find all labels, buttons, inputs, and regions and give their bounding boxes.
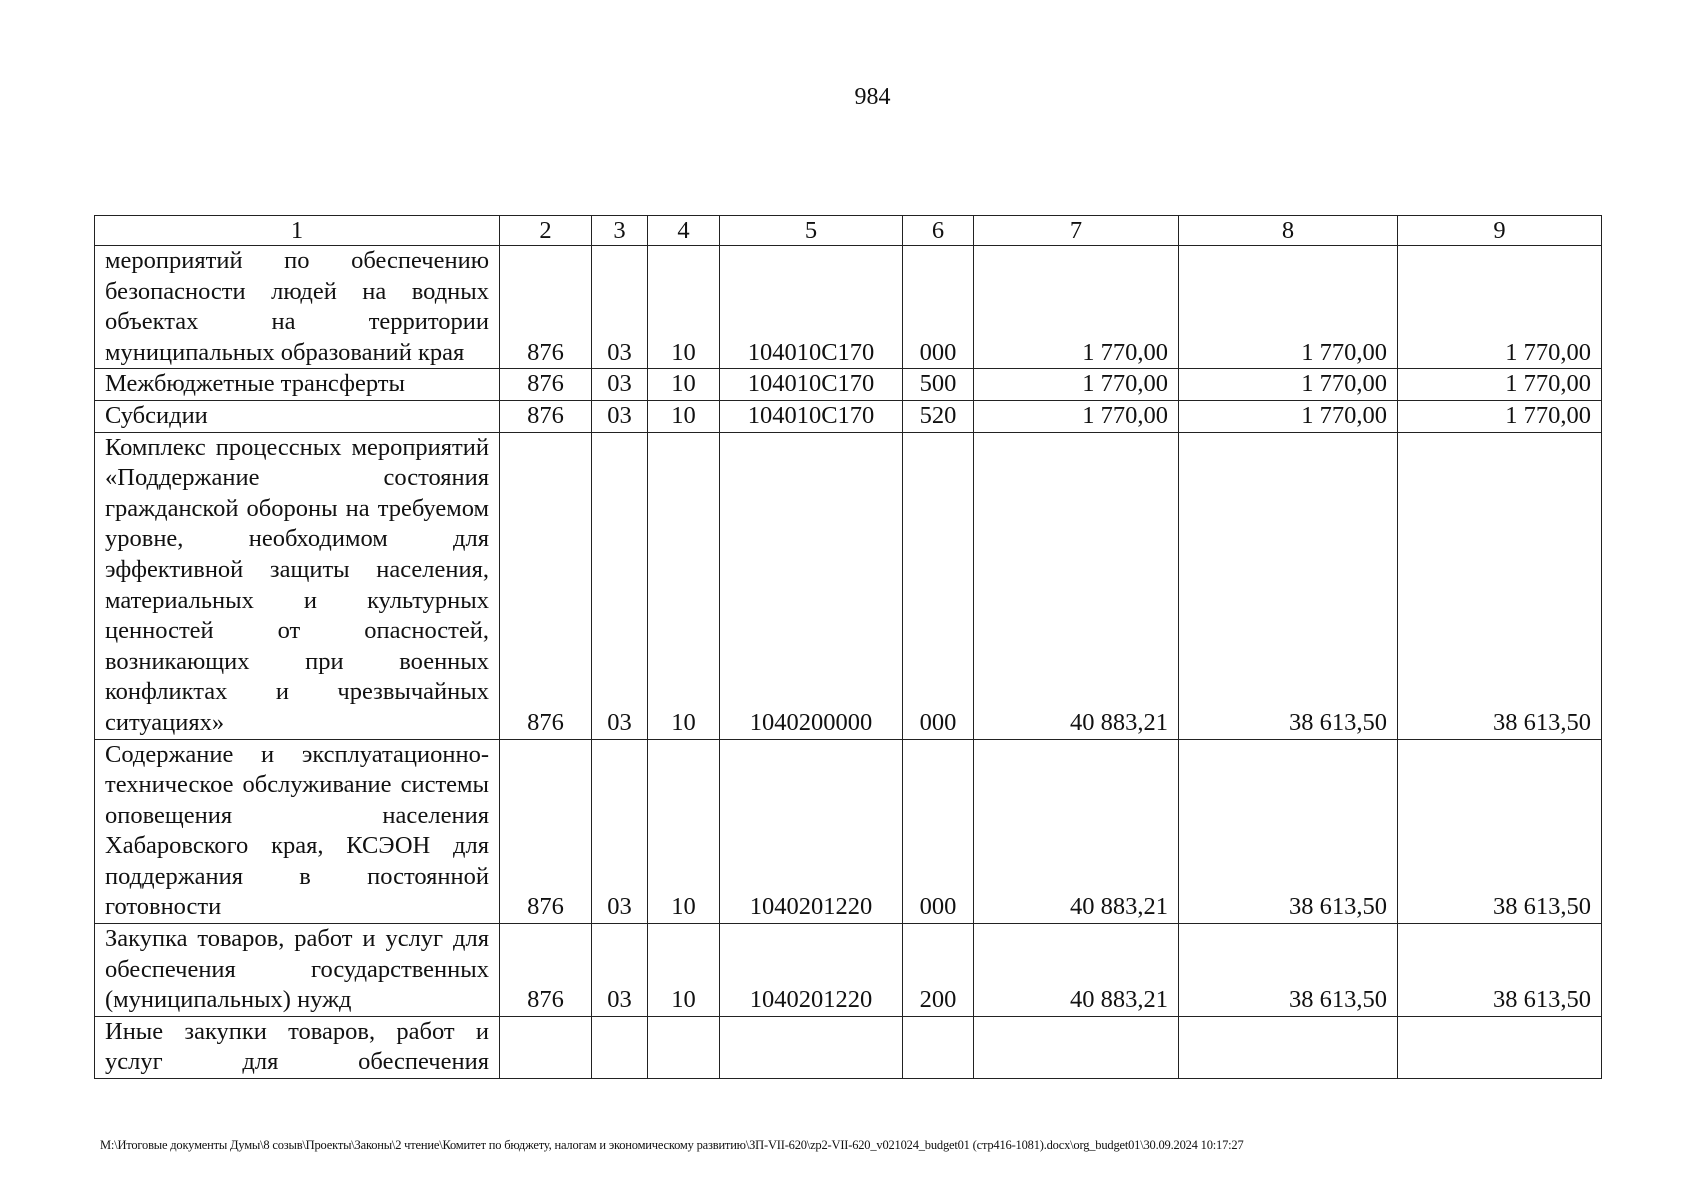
cell-amount: 1 770,00	[974, 369, 1179, 401]
cell-target: 1040201220	[720, 924, 903, 1017]
cell-section: 03	[592, 400, 648, 432]
cell-subsection	[648, 1016, 720, 1078]
cell-subsection: 10	[648, 369, 720, 401]
column-header: 2	[500, 216, 592, 246]
cell-section: 03	[592, 246, 648, 369]
table-row	[95, 432, 1602, 739]
cell-target: 1040200000	[720, 432, 903, 739]
cell-type: 520	[903, 400, 974, 432]
column-header: 7	[974, 216, 1179, 246]
cell-amount	[1398, 1016, 1602, 1078]
cell-amount: 38 613,50	[1179, 432, 1398, 739]
column-header: 5	[720, 216, 903, 246]
cell-target: 104010С170	[720, 246, 903, 369]
cell-subsection: 10	[648, 432, 720, 739]
cell-code: 876	[500, 246, 592, 369]
cell-section: 03	[592, 432, 648, 739]
cell-code	[500, 1016, 592, 1078]
cell-amount: 1 770,00	[1398, 246, 1602, 369]
cell-target: 104010С170	[720, 400, 903, 432]
cell-code: 876	[500, 739, 592, 924]
table-row	[95, 369, 1602, 401]
cell-amount: 38 613,50	[1398, 739, 1602, 924]
table-row	[95, 246, 1602, 369]
cell-amount: 1 770,00	[1398, 400, 1602, 432]
cell-amount: 1 770,00	[974, 400, 1179, 432]
cell-amount: 38 613,50	[1179, 924, 1398, 1017]
cell-amount	[1179, 1016, 1398, 1078]
cell-amount: 40 883,21	[974, 432, 1179, 739]
cell-amount: 40 883,21	[974, 739, 1179, 924]
document-path-footer: M:\Итоговые документы Думы\8 созыв\Проекты\Законы\2 чтение\Комитет по бюджету, налогам и экономическому развитию\ЗП-VII-620\zp2-VII-620_v021024_budget01 (стр416-1081).docx\org_budget01\30.09.2024 10:17:27	[100, 1138, 1244, 1152]
cell-amount: 38 613,50	[1398, 432, 1602, 739]
column-header-row	[95, 216, 1602, 246]
column-header: 3	[592, 216, 648, 246]
cell-amount: 38 613,50	[1179, 739, 1398, 924]
cell-amount: 38 613,50	[1398, 924, 1602, 1017]
cell-amount: 40 883,21	[974, 924, 1179, 1017]
cell-type: 000	[903, 432, 974, 739]
cell-amount: 1 770,00	[974, 246, 1179, 369]
cell-type: 000	[903, 739, 974, 924]
row-name: Субсидии	[95, 400, 500, 432]
budget-table	[94, 215, 1602, 1079]
column-header: 1	[95, 216, 500, 246]
cell-type: 500	[903, 369, 974, 401]
cell-subsection: 10	[648, 924, 720, 1017]
cell-subsection: 10	[648, 739, 720, 924]
cell-section: 03	[592, 924, 648, 1017]
cell-target: 104010С170	[720, 369, 903, 401]
table-row	[95, 739, 1602, 924]
cell-amount	[974, 1016, 1179, 1078]
cell-section: 03	[592, 739, 648, 924]
cell-amount: 1 770,00	[1398, 369, 1602, 401]
row-name: Комплекс процессных мероприятий «Поддержание состояния гражданской обороны на требуемом уровне, необходимом для эффективной защиты населения, материальных и культурных ценностей от опасностей, возникающих при военных конфликтах и чрезвычайных ситуациях»	[95, 432, 500, 739]
cell-section	[592, 1016, 648, 1078]
row-name: мероприятий по обеспечению безопасности людей на водных объектах на территории муниципальных образований края	[95, 246, 500, 369]
page-number: 984	[854, 84, 891, 110]
cell-subsection: 10	[648, 246, 720, 369]
cell-subsection: 10	[648, 400, 720, 432]
cell-type	[903, 1016, 974, 1078]
table-row	[95, 1016, 1602, 1078]
cell-amount: 1 770,00	[1179, 246, 1398, 369]
column-header: 4	[648, 216, 720, 246]
row-name: Закупка товаров, работ и услуг для обеспечения государственных (муниципальных) нужд	[95, 924, 500, 1017]
table-row	[95, 924, 1602, 1017]
cell-section: 03	[592, 369, 648, 401]
column-header: 8	[1179, 216, 1398, 246]
cell-code: 876	[500, 400, 592, 432]
cell-amount: 1 770,00	[1179, 400, 1398, 432]
row-name: Иные закупки товаров, работ и услуг для обеспечения	[95, 1016, 500, 1078]
column-header: 9	[1398, 216, 1602, 246]
row-name: Межбюджетные трансферты	[95, 369, 500, 401]
cell-code: 876	[500, 432, 592, 739]
column-header: 6	[903, 216, 974, 246]
table-row	[95, 400, 1602, 432]
cell-code: 876	[500, 369, 592, 401]
cell-target	[720, 1016, 903, 1078]
cell-target: 1040201220	[720, 739, 903, 924]
cell-code: 876	[500, 924, 592, 1017]
cell-type: 000	[903, 246, 974, 369]
cell-type: 200	[903, 924, 974, 1017]
row-name: Содержание и эксплуатационно-техническое обслуживание системы оповещения населения Хабаровского края, КСЭОН для поддержания в постоянной готовности	[95, 739, 500, 924]
cell-amount: 1 770,00	[1179, 369, 1398, 401]
